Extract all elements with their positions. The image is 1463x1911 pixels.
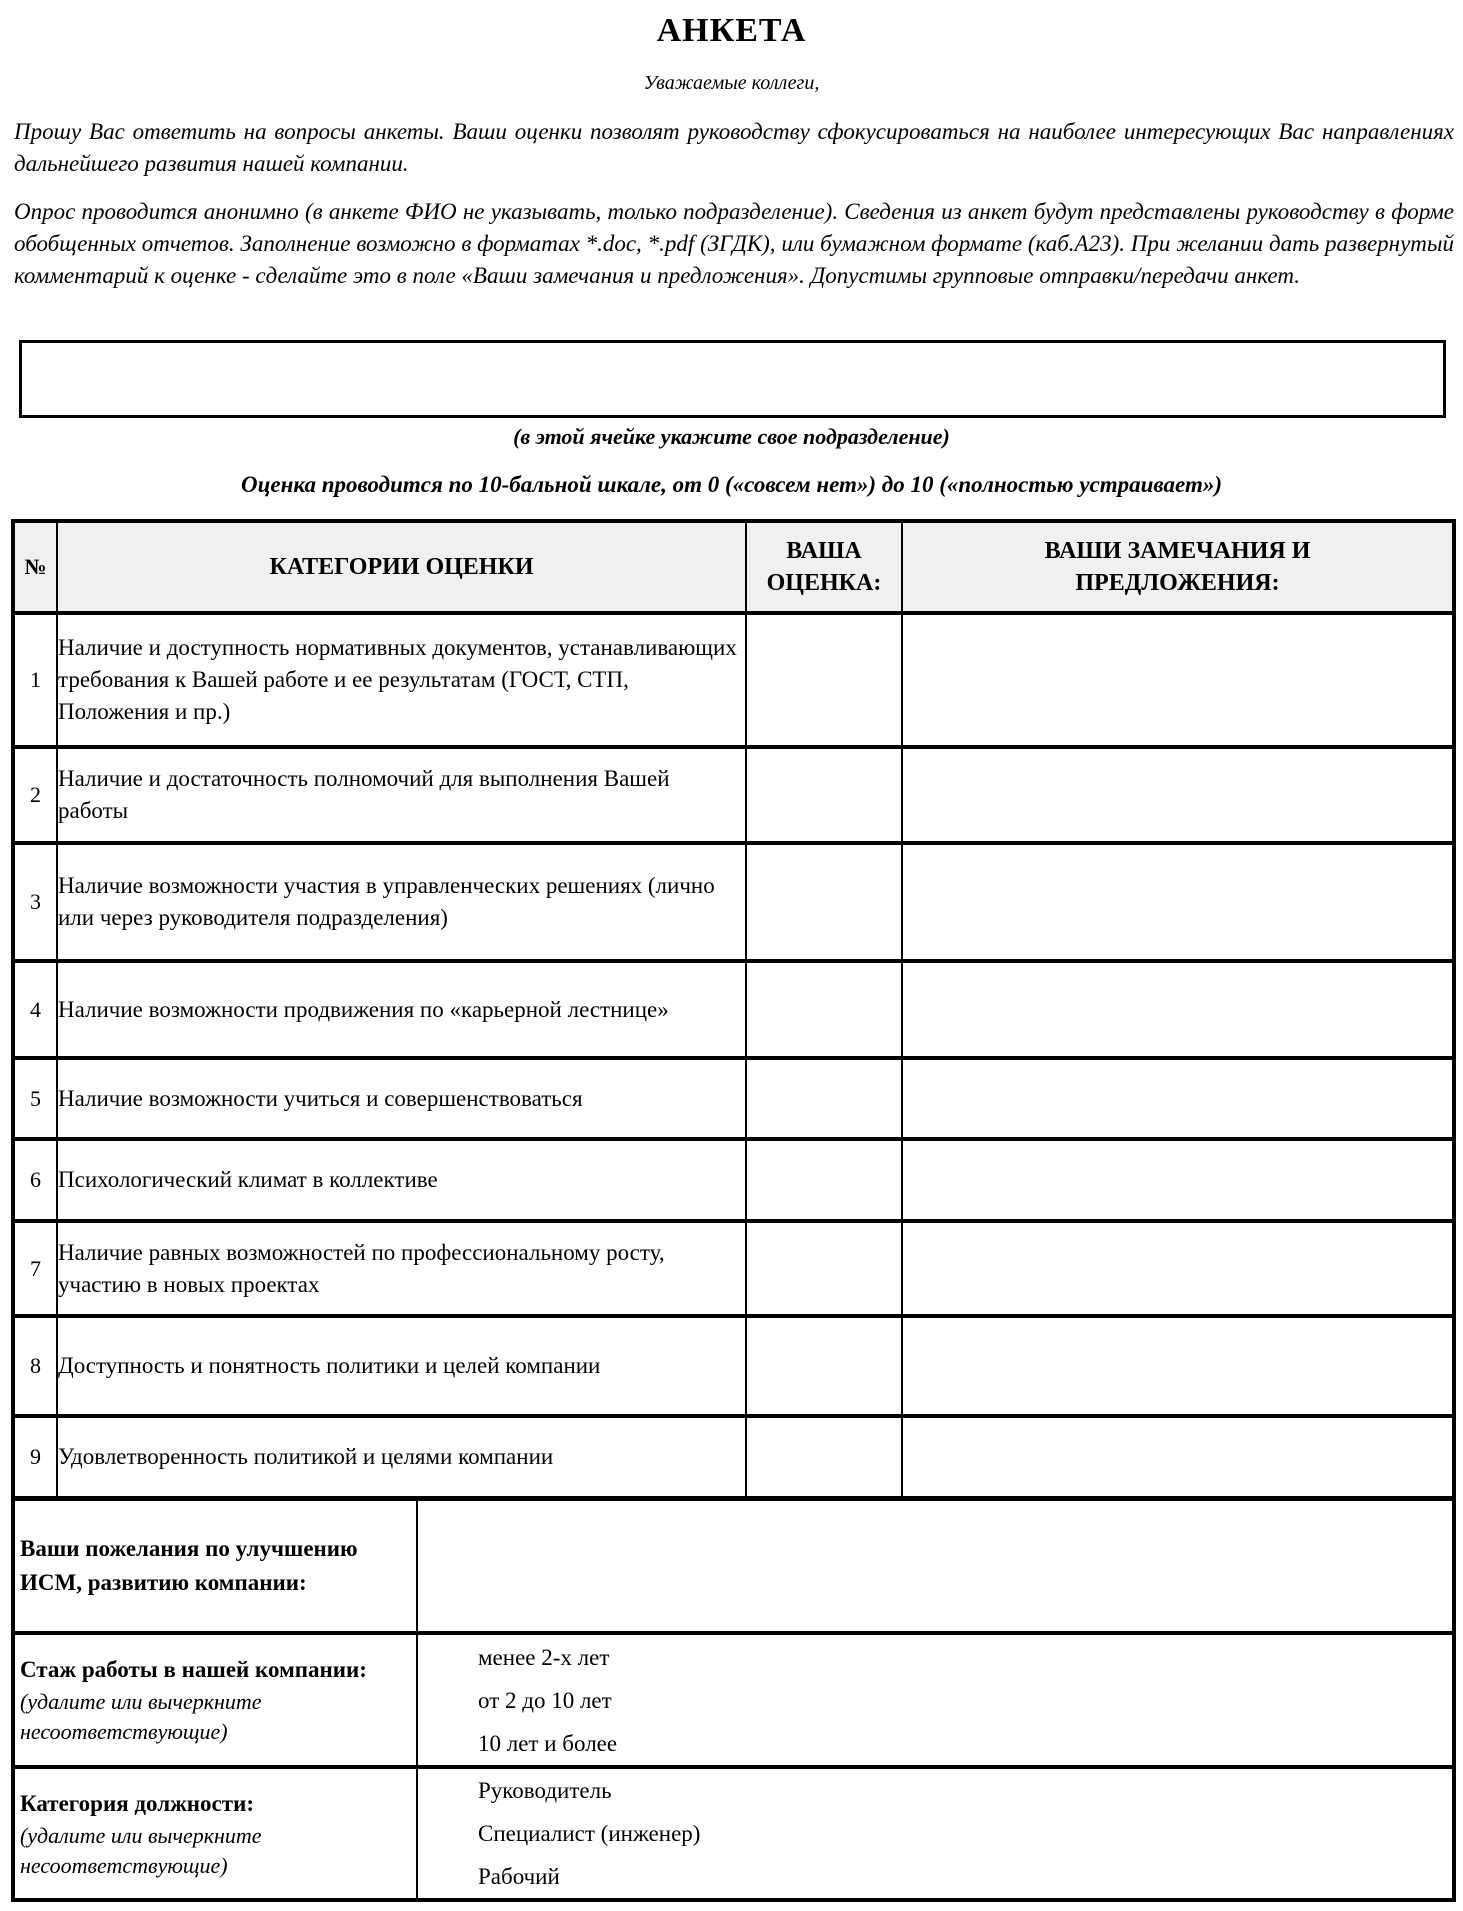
row-number: 7	[13, 1221, 57, 1316]
experience-note: (удалите или вычеркните несоответствующие)	[20, 1689, 262, 1744]
row-category: Наличие возможности продвижения по «карьерной лестнице»	[57, 961, 746, 1058]
comment-input[interactable]	[902, 843, 1454, 961]
score-input[interactable]	[746, 613, 902, 747]
position-options	[417, 1767, 1454, 1900]
experience-label-text: Стаж работы в нашей компании:	[20, 1657, 367, 1682]
row-number: 4	[13, 961, 57, 1058]
score-input[interactable]	[746, 1139, 902, 1221]
scale-note: Оценка проводится по 10-бальной шкале, от 0 («совсем нет») до 10 («полностью устраивает»)	[241, 472, 1222, 497]
row-category: Наличие равных возможностей по профессиональному росту, участию в новых проектах	[57, 1221, 746, 1316]
position-label-text: Категория должности:	[20, 1790, 254, 1816]
comment-input[interactable]	[902, 961, 1454, 1058]
position-option[interactable]: Специалист (инженер)	[478, 1821, 701, 1846]
table-row	[13, 613, 1454, 747]
row-number: 8	[13, 1316, 57, 1416]
wishes-label-text: Ваши пожелания по улучшению ИСМ, развитию компании:	[20, 1536, 358, 1595]
position-label	[13, 1767, 417, 1900]
rating-table	[11, 519, 1456, 1500]
table-row	[13, 961, 1454, 1058]
experience-option[interactable]: 10 лет и более	[478, 1730, 618, 1756]
instructions-paragraph: Опрос проводится анонимно (в анкете ФИО не указывать, только подразделение). Сведения из анкет будут представлены руководству в форме обобщенных отчетов. Заполнение возможно в форматах *.doc, *.pdf (ЗГДК), или бумажном формате (каб.А23). При желании дать развернутый комментарий к оценке - сделайте это в поле «Ваши замечания и предложения». Допустимы групповые отправки/передачи анкет.	[14, 199, 1454, 288]
score-input[interactable]	[746, 843, 902, 961]
row-number: 9	[13, 1416, 57, 1498]
experience-label	[13, 1633, 417, 1767]
row-category: Наличие возможности участия в управленческих решениях (лично или через руководителя подразделения)	[57, 843, 746, 961]
experience-option[interactable]: от 2 до 10 лет	[478, 1687, 612, 1713]
comment-input[interactable]	[902, 1316, 1454, 1416]
row-category: Наличие и доступность нормативных документов, устанавливающих требования к Вашей работе и ее результатам (ГОСТ, СТП, Положения и пр.)	[57, 613, 746, 747]
column-header-category: КАТЕГОРИИ ОЦЕНКИ	[57, 521, 746, 613]
row-category: Наличие и достаточность полномочий для выполнения Вашей работы	[57, 747, 746, 843]
score-input[interactable]	[746, 1416, 902, 1498]
comment-input[interactable]	[902, 1221, 1454, 1316]
comment-input[interactable]	[902, 1416, 1454, 1498]
score-input[interactable]	[746, 1221, 902, 1316]
position-note: (удалите или вычеркните несоответствующие)	[20, 1822, 262, 1878]
wishes-row	[13, 1499, 1454, 1633]
score-input[interactable]	[746, 961, 902, 1058]
comment-input[interactable]	[902, 1139, 1454, 1221]
row-number: 1	[13, 613, 57, 747]
row-number: 6	[13, 1139, 57, 1221]
row-number: 5	[13, 1058, 57, 1139]
row-number: 2	[13, 747, 57, 843]
row-category: Удовлетворенность политикой и целями компании	[57, 1416, 746, 1498]
table-row	[13, 1416, 1454, 1498]
respondent-info-table	[11, 1497, 1456, 1902]
table-row	[13, 1058, 1454, 1139]
comment-input[interactable]	[902, 747, 1454, 843]
intro-paragraph: Прошу Вас ответить на вопросы анкеты. Ваши оценки позволят руководству сфокусироваться на наиболее интересующих Вас направлениях дальнейшего развития нашей компании.	[14, 119, 1454, 176]
table-row	[13, 843, 1454, 961]
position-option[interactable]: Руководитель	[478, 1778, 612, 1803]
position-row	[13, 1767, 1454, 1900]
experience-row	[13, 1633, 1454, 1767]
page-title: АНКЕТА	[656, 12, 807, 49]
comment-input[interactable]	[902, 1058, 1454, 1139]
column-header-number: №	[13, 521, 57, 613]
wishes-input[interactable]	[417, 1499, 1454, 1633]
greeting: Уважаемые коллеги,	[643, 72, 820, 94]
table-row	[13, 1221, 1454, 1316]
position-option[interactable]: Рабочий	[478, 1864, 560, 1889]
table-row	[13, 1139, 1454, 1221]
row-category: Психологический климат в коллективе	[57, 1139, 746, 1221]
column-header-comments: ВАШИ ЗАМЕЧАНИЯ И ПРЕДЛОЖЕНИЯ:	[902, 521, 1454, 613]
experience-option[interactable]: менее 2-х лет	[478, 1644, 610, 1670]
table-row	[13, 1316, 1454, 1416]
row-number: 3	[13, 843, 57, 961]
table-header	[13, 521, 1454, 613]
experience-options	[417, 1633, 1454, 1767]
score-input[interactable]	[746, 1058, 902, 1139]
score-input[interactable]	[746, 1316, 902, 1416]
comment-input[interactable]	[902, 613, 1454, 747]
score-input[interactable]	[746, 747, 902, 843]
table-row	[13, 747, 1454, 843]
row-category: Наличие возможности учиться и совершенствоваться	[57, 1058, 746, 1139]
department-hint: (в этой ячейке укажите свое подразделение)	[513, 424, 950, 449]
wishes-label	[13, 1499, 417, 1633]
row-category: Доступность и понятность политики и целей компании	[57, 1316, 746, 1416]
department-field[interactable]	[19, 340, 1446, 418]
column-header-score: ВАША ОЦЕНКА:	[746, 521, 902, 613]
